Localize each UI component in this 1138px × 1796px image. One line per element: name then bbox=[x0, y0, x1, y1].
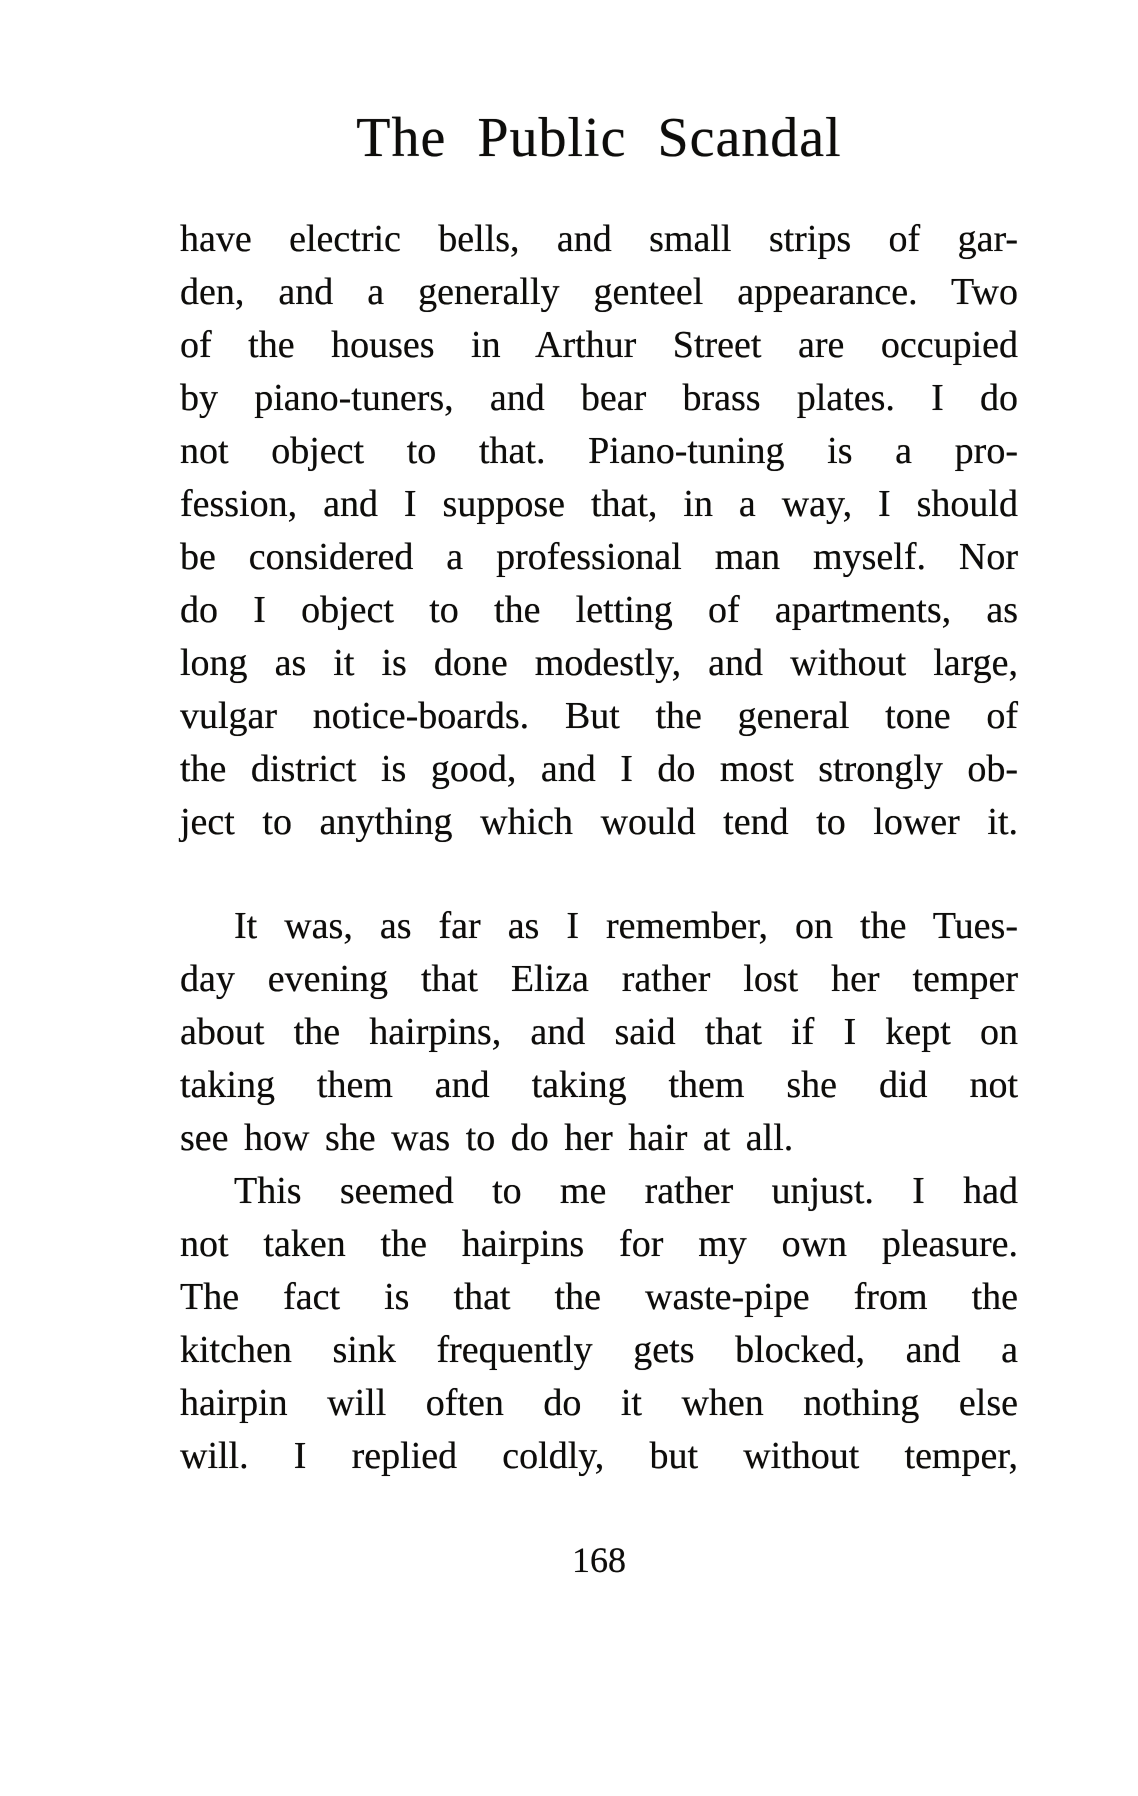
text-line: not object to that. Piano-tuning is a pro- bbox=[180, 430, 1018, 472]
text-line: den, and a generally genteel appearance. Two bbox=[180, 271, 1018, 313]
text-line: taking them and taking them she did not bbox=[180, 1064, 1018, 1106]
text-line: vulgar notice-boards. But the general tone of bbox=[180, 695, 1018, 737]
paragraph bbox=[180, 213, 1018, 849]
text-line: It was, as far as I remember, on the Tues- bbox=[234, 905, 1018, 947]
text-line: fession, and I suppose that, in a way, I should bbox=[180, 483, 1018, 525]
text-line: will. I replied coldly, but without temper, bbox=[180, 1435, 1018, 1477]
text-line: kitchen sink frequently gets blocked, and a bbox=[180, 1329, 1018, 1371]
paragraph bbox=[180, 900, 1018, 1165]
text-line: the district is good, and I do most strongly ob- bbox=[180, 748, 1018, 790]
page-title: The Public Scandal bbox=[356, 107, 842, 169]
text-line: about the hairpins, and said that if I kept on bbox=[180, 1011, 1018, 1053]
text-line: see how she was to do her hair at all. bbox=[180, 1117, 794, 1159]
paragraph bbox=[180, 1165, 1018, 1483]
text-line: be considered a professional man myself. Nor bbox=[180, 536, 1018, 578]
text-line: not taken the hairpins for my own pleasure. bbox=[180, 1223, 1018, 1265]
text-line: of the houses in Arthur Street are occupied bbox=[180, 324, 1018, 366]
text-line: The fact is that the waste-pipe from the bbox=[180, 1276, 1018, 1318]
text-line: long as it is done modestly, and without large, bbox=[180, 642, 1018, 684]
text-line: have electric bells, and small strips of gar- bbox=[180, 218, 1018, 260]
text-line: day evening that Eliza rather lost her temper bbox=[180, 958, 1018, 1000]
text-line: hairpin will often do it when nothing else bbox=[180, 1382, 1018, 1424]
text-line: ject to anything which would tend to lower it. bbox=[180, 801, 1018, 843]
page-number: 168 bbox=[572, 1540, 626, 1580]
text-line: do I object to the letting of apartments, as bbox=[180, 589, 1018, 631]
text-block bbox=[180, 213, 1018, 1483]
text-line: This seemed to me rather unjust. I had bbox=[234, 1170, 1018, 1212]
text-line: by piano-tuners, and bear brass plates. I do bbox=[180, 377, 1018, 419]
